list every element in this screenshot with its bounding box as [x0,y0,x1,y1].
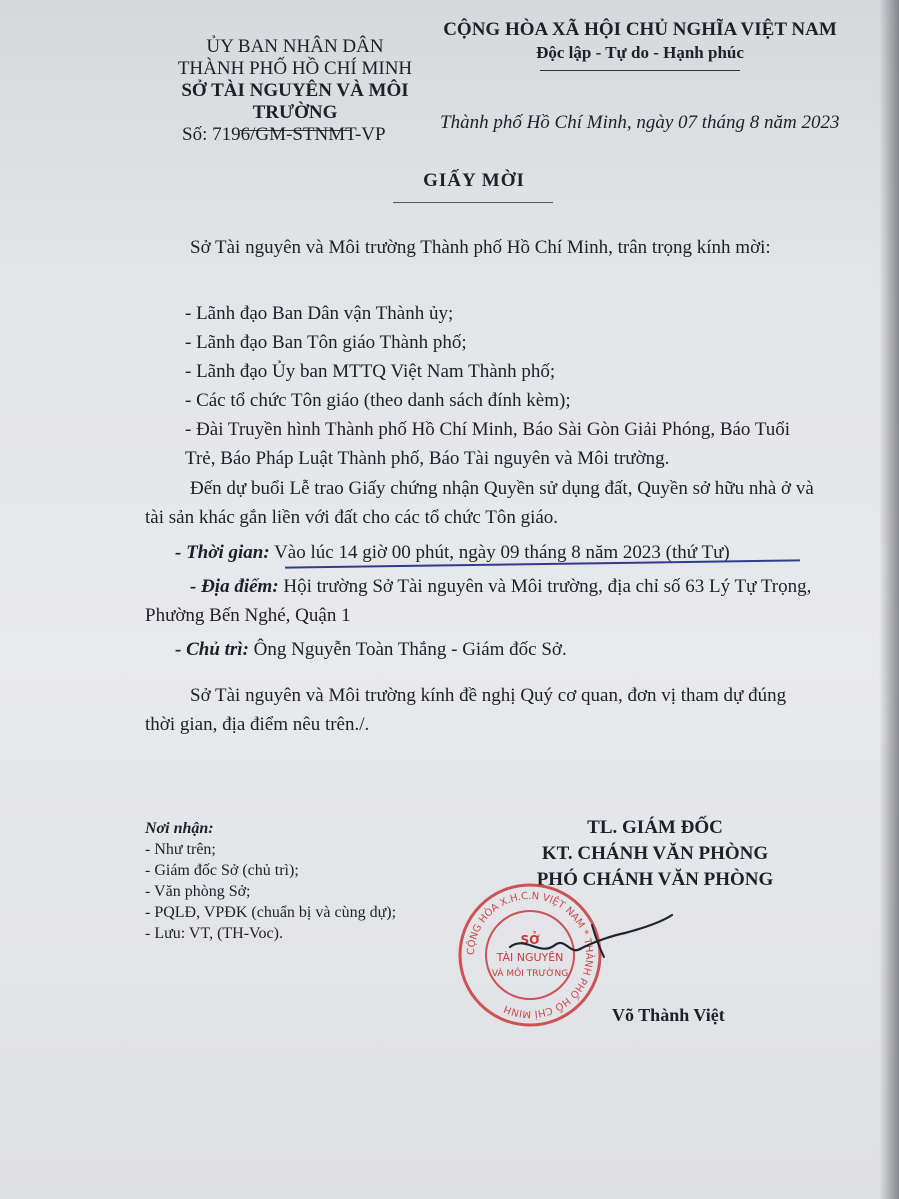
time-value: Vào lúc 14 giờ 00 phút, ngày 09 tháng 8 năm 2023 (thứ Tư) [274,542,730,563]
closing-paragraph [145,681,815,739]
signer-name: Võ Thành Việt [612,1005,725,1025]
sign-title-3: PHÓ CHÁNH VĂN PHÒNG [536,869,774,890]
motto-divider [540,70,740,71]
intro-paragraph [145,233,815,262]
stamp-center-1: SỞ [520,933,540,947]
invitee-item: - Lãnh đạo Ban Dân vận Thành ủy; [185,303,454,324]
recipient-item: - Văn phòng Sở; [145,883,251,900]
location-value: Hội trường Sở Tài nguyên và Môi trường, địa chỉ số 63 Lý Tự Trọng, Phường Bến Nghé, Quận 1 [145,576,812,626]
host-value: Ông Nguyễn Toàn Thắng - Giám đốc Sở. [253,639,567,660]
event-paragraph [145,474,815,532]
invitee-item: - Lãnh đạo Ủy ban MTTQ Việt Nam Thành phố; [185,361,556,382]
national-header [440,18,840,71]
recipient-item: - Lưu: VT, (TH-Voc). [145,925,283,942]
recipient-item: - PQLĐ, VPĐK (chuẩn bị và cùng dự); [145,904,397,921]
invitee-item: - Đài Truyền hình Thành phố Hồ Chí Minh, Báo Sài Gòn Giải Phóng, Báo Tuổi Trẻ, Báo Pháp Luật Thành phố, Báo Tài nguyên và Môi trường. [185,419,791,469]
time-label: - Thời gian: [175,542,270,563]
intro-text: Sở Tài nguyên và Môi trường Thành phố Hồ Chí Minh, trân trọng kính mời: [190,237,771,258]
closing-text: Sở Tài nguyên và Môi trường kính đề nghị Quý cơ quan, đơn vị tham dự đúng thời gian, địa điểm nêu trên./. [145,685,787,735]
invitee-item: - Lãnh đạo Ban Tôn giáo Thành phố; [185,332,467,353]
recipients-heading: Nơi nhận: [145,820,214,837]
issuer-line-1: ỦY BAN NHÂN DÂN [206,36,384,57]
sign-title-2: KT. CHÁNH VĂN PHÒNG [541,843,769,864]
sign-title-1: TL. GIÁM ĐỐC [587,817,723,838]
place-date: Thành phố Hồ Chí Minh, ngày 07 tháng 8 năm 2023 [440,112,840,133]
event-text: Đến dự buổi Lễ trao Giấy chứng nhận Quyền sử dụng đất, Quyền sở hữu nhà ở và tài sản khác gắn liền với đất cho các tổ chức Tôn giáo. [145,478,814,528]
stamp-center-2: TÀI NGUYÊN [496,951,564,964]
location-row [145,572,815,630]
host-row [175,635,825,664]
title-underline [393,202,553,203]
document-number: Số: 7196/GM-STNMT-VP [182,124,386,145]
handwritten-signature [500,905,680,965]
recipients-block [145,818,396,944]
document-title: GIẤY MỜI [423,170,525,191]
stamp-ring-text: CỘNG HÒA X.H.C.N VIỆT NAM * THÀNH PHỐ HỒ CHÍ MINH [465,890,595,1020]
invitee-list [185,299,815,473]
national-title: CỘNG HÒA XÃ HỘI CHỦ NGHĨA VIỆT NAM [443,19,837,40]
issuer-department: SỞ TÀI NGUYÊN VÀ MÔI TRƯỜNG [181,80,409,123]
recipient-item: - Giám đốc Sở (chủ trì); [145,862,299,879]
stamp-center-3: VÀ MÔI TRƯỜNG [491,969,569,979]
location-label: - Địa điểm: [190,576,279,597]
issuer-line-2: THÀNH PHỐ HỒ CHÍ MINH [177,58,413,79]
issuer-header [140,36,450,131]
recipient-item: - Như trên; [145,841,216,858]
national-motto: Độc lập - Tự do - Hạnh phúc [536,43,744,62]
host-label: - Chủ trì: [175,639,249,660]
invitee-item: - Các tổ chức Tôn giáo (theo danh sách đính kèm); [185,390,571,411]
